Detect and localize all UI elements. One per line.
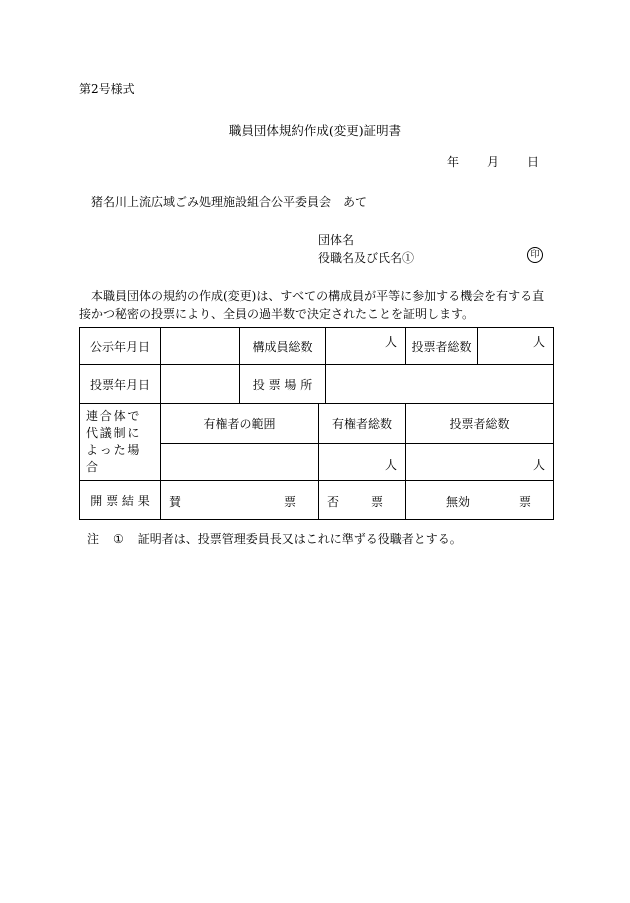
certification-text: 本職員団体の規約の作成(変更)は、すべての構成員が平等に参加する機会を有する直接かつ秘密の投票により、全員の過半数で決定されたことを証明します。 bbox=[79, 289, 545, 321]
yes-unit: 票 bbox=[283, 495, 296, 509]
seal-mark: 印 bbox=[527, 247, 543, 263]
yes-label: 賛 bbox=[169, 495, 182, 509]
vote-place-value[interactable] bbox=[326, 365, 554, 404]
federation-voter-unit: 人 bbox=[533, 457, 546, 472]
eligible-unit: 人 bbox=[385, 457, 398, 472]
vote-date-value[interactable] bbox=[161, 365, 240, 404]
eligible-total-label: 有権者総数 bbox=[319, 404, 406, 444]
eligible-total-value[interactable] bbox=[319, 443, 406, 481]
certification-table bbox=[79, 327, 554, 520]
position-name-label: 役職名及び氏名① bbox=[318, 251, 415, 265]
note-prefix: 注 bbox=[87, 532, 100, 546]
form-number: 第2号様式 bbox=[79, 82, 135, 96]
addressee: 猪名川上流広域ごみ処理施設組合公平委員会 あて bbox=[91, 195, 368, 209]
no-unit: 票 bbox=[371, 495, 384, 509]
voter-unit: 人 bbox=[533, 335, 546, 349]
voter-total-label: 投票者総数 bbox=[406, 328, 478, 365]
announce-date-label: 公示年月日 bbox=[80, 328, 161, 365]
announce-date-value[interactable] bbox=[161, 328, 240, 365]
result-label: 開 票 結 果 bbox=[80, 481, 161, 520]
invalid-unit: 票 bbox=[519, 495, 532, 509]
federation-voter-total-label: 投票者総数 bbox=[406, 404, 554, 444]
voter-total-value[interactable] bbox=[478, 328, 554, 365]
no-votes-cell[interactable] bbox=[319, 481, 406, 520]
footnote bbox=[87, 530, 462, 547]
month-label: 月 bbox=[487, 155, 500, 169]
member-total-value[interactable] bbox=[326, 328, 406, 365]
member-total-label: 構成員総数 bbox=[240, 328, 326, 365]
vote-place-label: 投 票 場 所 bbox=[240, 365, 326, 404]
yes-votes-cell[interactable] bbox=[161, 481, 319, 520]
no-label: 否 bbox=[327, 495, 340, 509]
federation-label: 連合体で代議制によった場合 bbox=[80, 404, 161, 481]
year-label: 年 bbox=[447, 155, 460, 169]
federation-voter-total-value[interactable] bbox=[406, 443, 554, 481]
invalid-votes-cell[interactable] bbox=[406, 481, 554, 520]
date-line bbox=[447, 153, 539, 170]
day-label: 日 bbox=[527, 155, 540, 169]
note-text: 証明者は、投票管理委員長又はこれに準ずる役職者とする。 bbox=[137, 532, 462, 546]
note-number: ① bbox=[113, 532, 124, 546]
invalid-label: 無効 bbox=[446, 495, 471, 509]
org-name-label: 団体名 bbox=[318, 233, 355, 247]
document-title: 職員団体規約作成(変更)証明書 bbox=[228, 123, 402, 138]
vote-date-label: 投票年月日 bbox=[80, 365, 161, 404]
eligible-scope-value[interactable] bbox=[161, 443, 319, 481]
member-unit: 人 bbox=[385, 335, 398, 349]
eligible-scope-label: 有権者の範囲 bbox=[161, 404, 319, 444]
